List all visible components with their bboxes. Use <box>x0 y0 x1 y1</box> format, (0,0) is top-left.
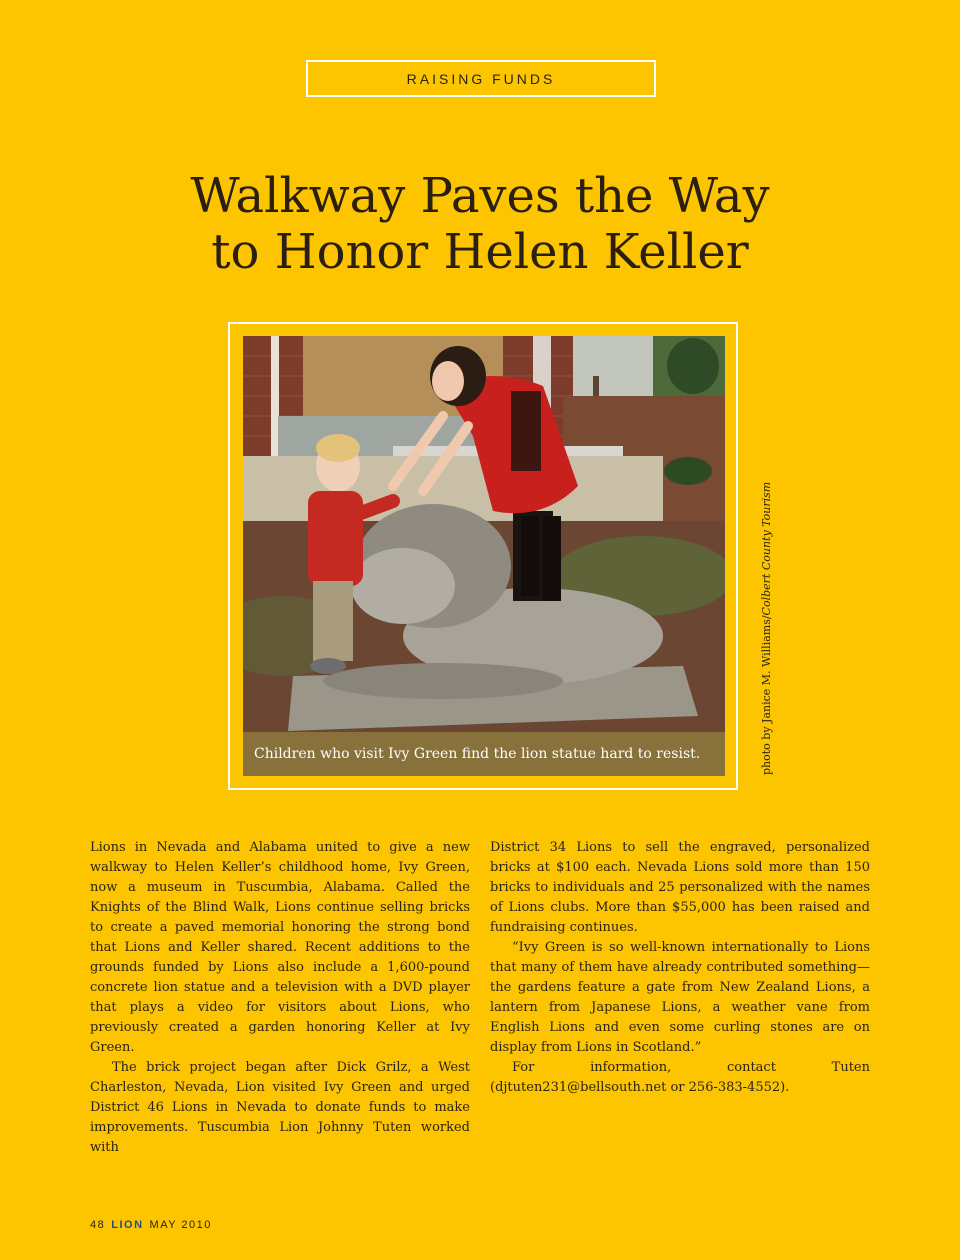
section-tag <box>306 60 656 97</box>
photo-caption-text: Children who visit Ivy Green find the lion statue hard to resist. <box>254 746 701 762</box>
photo-credit-source: Colbert County Tourism <box>760 481 773 616</box>
lion-statue-photo <box>243 336 725 776</box>
photo-caption <box>243 732 725 776</box>
magazine-name: LION <box>111 1219 144 1231</box>
article-paragraph: Lions in Nevada and Alabama united to give a new walkway to Helen Keller’s childhood home, Ivy Green, now a museum in Tuscumbia, Alabama. Called the Knights of the Blind Walk, Lions continue selling bricks to create a paved memorial honoring the strong bond that Lions and Keller shared. Recent additions to the grounds funded by Lions also include a 1,600-pound concrete lion statue and a television with a DVD player that plays a video for visitors about Lions, who previously created a garden honoring Keller at Ivy Green. <box>90 840 470 1055</box>
article-column-right <box>490 838 870 1098</box>
article-paragraph: For information, contact Tuten (djtuten231@bellsouth.net or 256-383-4552). <box>490 1060 870 1095</box>
headline <box>60 168 900 280</box>
headline-line-2: to Honor Helen Keller <box>211 224 749 280</box>
article-paragraph: The brick project began after Dick Grilz, a West Charleston, Nevada, Lion visited Ivy Green and urged District 46 Lions in Nevada to donate funds to make improvements. Tuscumbia Lion Johnny Tuten worked with <box>90 1060 470 1155</box>
photo-illustration <box>243 336 725 776</box>
article-column-left <box>90 838 470 1158</box>
page-number: 48 <box>90 1219 106 1231</box>
section-tag-label: RAISING FUNDS <box>406 70 556 87</box>
issue-date: MAY 2010 <box>149 1219 212 1231</box>
headline-line-1: Walkway Paves the Way <box>190 168 770 224</box>
article-paragraph-continued: District 34 Lions to sell the engraved, personalized bricks at $100 each. Nevada Lions sold more than 150 bricks to individuals and 25 personalized with the names of Lions clubs. More than $55,000 has been raised and fundraising continues. <box>490 840 870 935</box>
photo-credit <box>760 482 773 775</box>
photo-credit-prefix: photo by Janice M. Williams/ <box>760 615 773 775</box>
page-folio <box>90 1219 212 1231</box>
article-paragraph: “Ivy Green is so well-known internationally to Lions that many of them have already contributed something—the gardens feature a gate from New Zealand Lions, a lantern from Japanese Lions, a weather vane from English Lions and even some curling stones are on display from Lions in Scotland.” <box>490 940 870 1055</box>
